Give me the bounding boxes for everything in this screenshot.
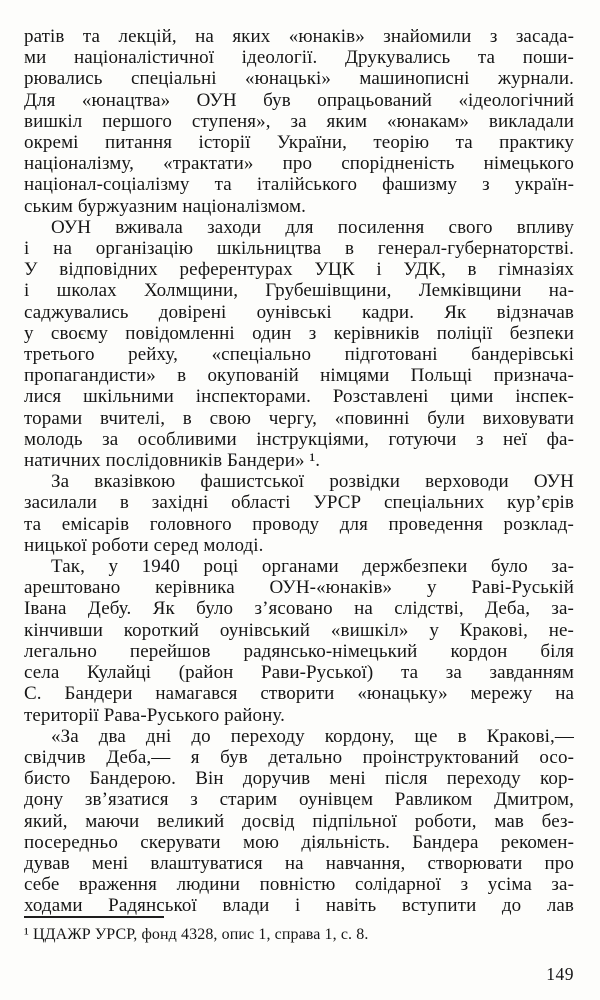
text-line: ратів та лекцій, на яких «юнаків» знайомили з засада- xyxy=(24,26,574,47)
body-text xyxy=(24,26,574,917)
text-line: націонал-соціалізму та італійського фашизму з україн- xyxy=(24,174,574,196)
text-line: дував мені влаштуватися на навчання, створювати про xyxy=(24,852,574,874)
text-line: У відповідних референтурах УЦК і УДК, в гімназіях xyxy=(24,259,574,281)
text-line: рювались спеціальні «юнацькі» машинописні журнали. xyxy=(24,68,574,90)
paragraph xyxy=(24,726,574,917)
text-line: дону зв’язатися з старим оунівцем Равликом Дмитром, xyxy=(24,789,574,811)
text-line: у своєму повідомленні один з керівників поліції безпеки xyxy=(24,322,574,344)
text-line: і на організацію шкільництва в генерал-губернаторстві. xyxy=(24,238,574,260)
footnote xyxy=(24,916,574,944)
page-number: 149 xyxy=(546,964,574,984)
text-line: окремі питання історії України, теорію та практику xyxy=(24,132,574,154)
text-line: території Рава-Руського району. xyxy=(24,704,285,726)
text-line: вишкіл першого ступеня», за яким «юнакам» викладали xyxy=(24,110,574,132)
text-line: натичних послідовників Бандери» ¹. xyxy=(24,450,321,472)
text-line: молодь за особливими інструкціями, готуючи з неї фа- xyxy=(24,428,574,450)
text-line: Для «юнацтва» ОУН був опрацьований «ідеологічний xyxy=(24,89,574,111)
text-line: ми націоналістичної ідеології. Друкувались та поши- xyxy=(24,47,574,69)
text-line: ходами Радянської влади і навіть вступити до лав xyxy=(24,895,574,917)
text-line: націоналізму, «трактати» про спорідненість німецького xyxy=(24,153,574,175)
text-line: села Кулайці (район Рави-Руської) та за завданням xyxy=(24,662,574,684)
footnote-separator xyxy=(24,916,164,918)
text-line: За вказівкою фашистської розвідки верховоди ОУН xyxy=(51,471,574,493)
text-line: легально перейшов радянсько-німецький кордон біля xyxy=(24,640,574,662)
paragraph xyxy=(24,26,574,217)
text-line: ОУН вживала заходи для посилення свого впливу xyxy=(51,216,574,238)
text-line: «За два дні до переходу кордону, ще в Кракові,— xyxy=(51,725,574,747)
paragraph xyxy=(24,471,574,556)
text-line: третього рейху, «спеціально підготовані бандерівські xyxy=(24,344,574,366)
text-line: лися шкільними інспекторами. Розставлені цими інспек- xyxy=(24,386,574,408)
text-line: себе враження людини повністю солідарної з усіма за- xyxy=(24,874,574,896)
text-line: який, маючи великий досвід підпільної роботи, мав без- xyxy=(24,810,574,832)
text-line: арештовано керівника ОУН-«юнаків» у Раві-Руській xyxy=(24,577,574,599)
paragraph xyxy=(24,556,574,726)
text-line: ницької роботи серед молоді. xyxy=(24,534,264,556)
text-line: свідчив Деба,— я був детально проінструктований осо- xyxy=(24,746,574,768)
text-line: пропагандисти» в окупованій німцями Польщі признача- xyxy=(24,365,574,387)
text-line: і школах Холмщини, Грубешівщини, Лемківщини на- xyxy=(24,280,574,302)
text-line: Так, у 1940 році органами держбезпеки було за- xyxy=(51,556,574,578)
footnote-text: ¹ ЦДАЖР УРСР, фонд 4328, опис 1, справа 1, с. 8. xyxy=(24,926,369,943)
text-line: бисто Бандерою. Він доручив мені після переходу кор- xyxy=(24,768,574,790)
text-line: ським буржуазним націоналізмом. xyxy=(24,195,306,217)
paragraph xyxy=(24,217,574,471)
text-line: та емісарів головного проводу для проведення розклад- xyxy=(24,513,574,535)
text-line: посередньо скерувати мою діяльність. Бандера рекомен- xyxy=(24,831,574,853)
text-line: засилали в західні області УРСР спеціальних кур’єрів xyxy=(24,492,574,514)
text-line: С. Бандери намагався створити «юнацьку» мережу на xyxy=(24,683,574,705)
text-line: кінчивши короткий оунівський «вишкіл» у Кракові, не- xyxy=(24,619,574,641)
text-line: Івана Дебу. Як було з’ясовано на слідстві, Деба, за- xyxy=(24,598,574,620)
text-line: торами вчителі, в свою чергу, «повинні були виховувати xyxy=(24,407,574,429)
text-line: саджувались довірені оунівські кадри. Як відзначав xyxy=(24,301,574,323)
